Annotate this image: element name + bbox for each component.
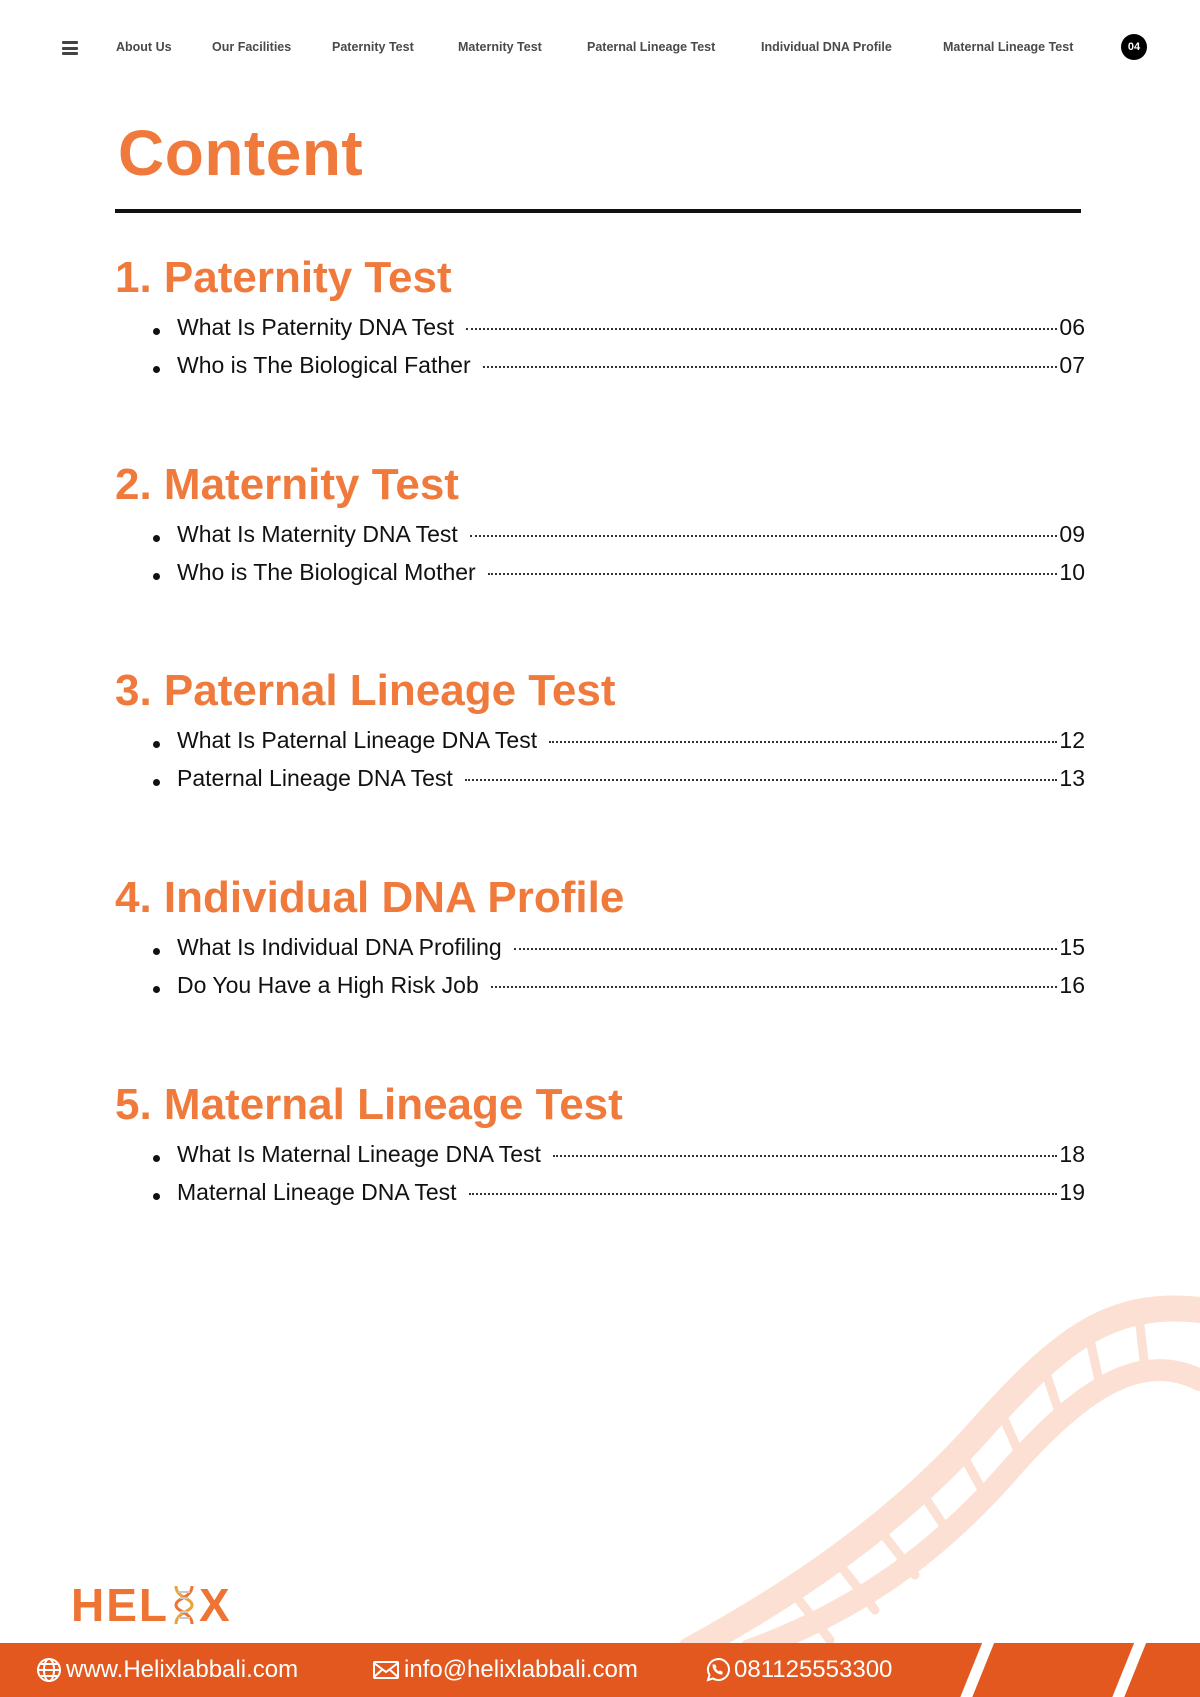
- toc-entry-label: Who is The Biological Mother: [177, 559, 476, 585]
- toc-entry[interactable]: [177, 521, 1085, 559]
- nav-link-about-us[interactable]: About Us: [116, 40, 172, 54]
- nav-link-maternity-test[interactable]: Maternity Test: [458, 40, 542, 54]
- toc-entry-label: Maternal Lineage DNA Test: [177, 1179, 457, 1205]
- toc-entry-page: 18: [1059, 1141, 1085, 1167]
- footer-slash-decoration: [1108, 1643, 1148, 1697]
- toc-entry-page: 06: [1059, 314, 1085, 340]
- toc-entry-label: What Is Paternal Lineage DNA Test: [177, 727, 538, 753]
- toc-section-paternal-lineage: [115, 665, 1085, 803]
- toc-entry-page: 12: [1059, 727, 1085, 753]
- toc-entry-label: What Is Maternal Lineage DNA Test: [177, 1141, 541, 1167]
- title-divider: [115, 209, 1081, 213]
- toc-entry-page: 07: [1059, 352, 1085, 378]
- toc-entry-label: Paternal Lineage DNA Test: [177, 765, 453, 791]
- page-title: Content: [118, 117, 364, 189]
- footer-phone[interactable]: [704, 1643, 892, 1697]
- toc-entry-label: Do You Have a High Risk Job: [177, 972, 479, 998]
- toc-leader-dots: [514, 948, 1058, 950]
- section-heading: 5. Maternal Lineage Test: [115, 1080, 623, 1129]
- section-heading: 3. Paternal Lineage Test: [115, 666, 616, 715]
- footer-email-text: info@helixlabbali.com: [404, 1656, 638, 1683]
- section-heading: 4. Individual DNA Profile: [115, 873, 625, 922]
- section-heading: 2. Maternity Test: [115, 460, 459, 509]
- toc-entry[interactable]: [177, 972, 1085, 1010]
- toc-entry[interactable]: [177, 559, 1085, 597]
- footer-website-text: www.Helixlabbali.com: [66, 1656, 299, 1683]
- nav-link-maternal-lineage[interactable]: Maternal Lineage Test: [943, 40, 1074, 54]
- footer-email[interactable]: [372, 1643, 638, 1697]
- top-navigation: [60, 34, 1150, 60]
- toc-leader-dots: [466, 328, 1057, 330]
- toc-leader-dots: [470, 535, 1058, 537]
- toc-section-paternity: [115, 252, 1085, 390]
- globe-icon: [36, 1657, 62, 1683]
- toc-leader-dots: [491, 986, 1058, 988]
- toc-entry[interactable]: [177, 1179, 1085, 1217]
- logo-text-left: HEL: [71, 1579, 169, 1631]
- toc-entry-label: What Is Paternity DNA Test: [177, 314, 454, 340]
- footer-phone-text: 081125553300: [734, 1656, 893, 1683]
- dna-icon: [171, 1584, 197, 1626]
- toc-leader-dots: [469, 1193, 1058, 1195]
- toc-entry-page: 09: [1059, 521, 1085, 547]
- mail-icon: [372, 1659, 400, 1681]
- toc-entry-page: 19: [1059, 1179, 1085, 1205]
- helix-logo: [71, 1580, 232, 1630]
- toc-entry-page: 13: [1059, 765, 1085, 791]
- toc-entry-page: 10: [1059, 559, 1085, 585]
- toc-list: [177, 727, 1085, 803]
- nav-link-paternity-test[interactable]: Paternity Test: [332, 40, 414, 54]
- toc-entry[interactable]: [177, 352, 1085, 390]
- toc-leader-dots: [483, 366, 1058, 368]
- toc-section-maternal-lineage: [115, 1079, 1085, 1217]
- toc-entry-label: Who is The Biological Father: [177, 352, 471, 378]
- toc-leader-dots: [465, 779, 1058, 781]
- toc-entry-label: What Is Maternity DNA Test: [177, 521, 458, 547]
- logo-text-right: X: [199, 1579, 232, 1631]
- toc-entry[interactable]: [177, 314, 1085, 352]
- nav-link-individual-dna[interactable]: Individual DNA Profile: [761, 40, 892, 54]
- toc-list: [177, 314, 1085, 390]
- toc-entry[interactable]: [177, 934, 1085, 972]
- dna-helix-decoration: [680, 1290, 1200, 1650]
- nav-link-our-facilities[interactable]: Our Facilities: [212, 40, 292, 54]
- toc-list: [177, 1141, 1085, 1217]
- footer-website[interactable]: [36, 1643, 298, 1697]
- toc-entry[interactable]: [177, 727, 1085, 765]
- toc-leader-dots: [549, 741, 1057, 743]
- toc-entry-label: What Is Individual DNA Profiling: [177, 934, 502, 960]
- toc-leader-dots: [488, 573, 1058, 575]
- section-heading: 1. Paternity Test: [115, 253, 452, 302]
- toc-entry-page: 15: [1059, 934, 1085, 960]
- toc-leader-dots: [553, 1155, 1057, 1157]
- contact-footer: [0, 1643, 1200, 1697]
- page-number-badge: 04: [1121, 34, 1147, 60]
- toc-entry[interactable]: [177, 1141, 1085, 1179]
- whatsapp-icon: [704, 1657, 730, 1683]
- toc-entry[interactable]: [177, 765, 1085, 803]
- nav-link-paternal-lineage[interactable]: Paternal Lineage Test: [587, 40, 716, 54]
- toc-list: [177, 934, 1085, 1010]
- toc-list: [177, 521, 1085, 597]
- footer-slash-decoration: [956, 1643, 996, 1697]
- toc-entry-page: 16: [1059, 972, 1085, 998]
- toc-section-maternity: [115, 459, 1085, 597]
- toc-section-individual-dna: [115, 872, 1085, 1010]
- menu-icon[interactable]: [62, 41, 78, 55]
